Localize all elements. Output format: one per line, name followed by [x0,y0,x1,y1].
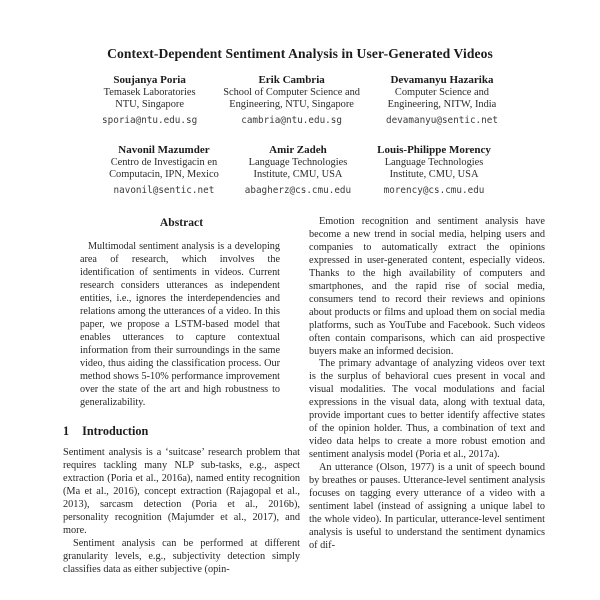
author-card-morency [377,144,491,197]
author-card-poria [102,74,197,127]
intro-paragraph-2: Sentiment analysis can be performed at different granularity levels, e.g., subjectivity detection simply classifies data as either subjective (opin- [63,537,300,575]
abstract-text: Multimodal sentiment analysis is a developing area of research, which involves the identification of sentiments in videos. Current research considers utterances as independent entities, i.e., ignores the interdependencies and relations among the utterances of a video. In this paper, we propose a LSTM-based model that enables utterances to capture contextual information from their surroundings in the same video, thus aiding the classification process. Our method shows 5-10% performance improvement over the state of the art and high robustness to generalizability. [80,241,280,408]
section-number: 1 [63,424,70,438]
paper-header [0,0,600,197]
author-email: sporia@ntu.edu.sg [102,115,198,126]
author-email: abagherz@cs.cmu.edu [244,185,352,196]
section-title: Introduction [82,424,149,438]
author-email: cambria@ntu.edu.sg [241,115,342,126]
author-affiliation: Engineering, NTU, Singapore [229,99,354,110]
author-affiliation: Institute, CMU, USA [389,169,479,180]
author-name: Louis-Philippe Morency [377,144,491,156]
author-affiliation: Centro de Investigacin en [110,157,218,168]
author-affiliation: Institute, CMU, USA [253,169,343,180]
right-column [309,216,545,553]
author-affiliation: Temasek Laboratories [103,87,196,98]
author-name: Erik Cambria [258,74,325,86]
author-card-zadeh [245,144,351,197]
author-name: Soujanya Poria [113,74,186,86]
author-email: morency@cs.cmu.edu [383,185,485,196]
author-affiliation: Computer Science and [394,87,489,98]
right-paragraph-2: The primary advantage of analyzing videos over text is the surplus of behavioral cues present in vocal and visual modalities. The vocal modulations and facial expressions in the visual data, along with textual data, provide important cues to better identify affective states of the opinion holder. Thus, a combination of text and video data helps to create a more robust emotion and sentiment analysis model (Poria et al., 2017a). [309,358,545,461]
author-card-hazarika [386,74,498,127]
right-paragraph-1: Emotion recognition and sentiment analysis have become a new trend in social media, helping users and companies to automatically extract the opinions expressed in user-generated content, especially videos. Thanks to the high availability of computers and smartphones, and the rapid rise of social media, consumers tend to record their reviews and opinions about products or films and upload them on social media platforms, such as YouTube and Facebook. Such videos often contain comparisons, which can aid prospective buyers make an informed decision. [309,216,545,357]
author-affiliation: NTU, Singapore [115,99,184,110]
author-affiliation: Engineering, NITW, India [387,99,497,110]
author-affiliation: School of Computer Science and [223,87,360,98]
authors-row-1 [0,74,600,127]
author-affiliation: Computacin, IPN, Mexico [109,169,219,180]
left-column [63,216,300,577]
right-paragraph-3: An utterance (Olson, 1977) is a unit of speech bound by breathes or pauses. Utterance-level sentiment analysis focuses on tagging every utterance of a video with a sentiment label (instead of assigning a unique label to the whole video). In particular, utterance-level sentiment analysis is useful to understand the sentiment dynamics of dif- [309,462,545,551]
author-name: Devamanyu Hazarika [390,74,494,86]
paper-title: Context-Dependent Sentiment Analysis in User-Generated Videos [107,46,493,61]
abstract-heading: Abstract [159,216,204,229]
author-email: navonil@sentic.net [113,185,215,196]
section-1-heading [63,424,300,438]
author-email: devamanyu@sentic.net [385,115,498,126]
author-affiliation: Language Technologies [248,157,348,168]
author-card-cambria [223,74,360,127]
author-name: Amir Zadeh [269,144,327,156]
intro-paragraph-1: Sentiment analysis is a ‘suitcase’ research problem that requires tackling many NLP sub-tasks, e.g., aspect extraction (Poria et al., 2016a), named entity recognition (Ma et al., 2016), concept extraction (Rajagopal et al., 2013), sarcasm detection (Poria et al., 2016b), personality recognition (Majumder et al., 2017), and more. [63,447,300,536]
authors-row-2 [0,144,600,197]
author-card-mazumder [109,144,219,197]
author-name: Navonil Mazumder [118,144,210,156]
author-affiliation: Language Technologies [384,157,484,168]
